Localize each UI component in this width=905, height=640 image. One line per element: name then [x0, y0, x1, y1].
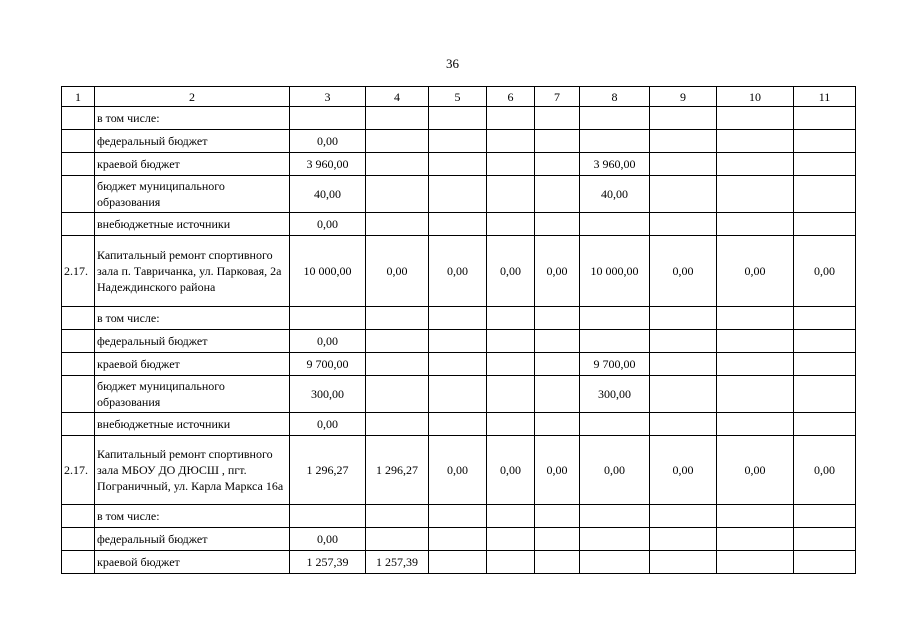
- value-cell: [650, 353, 717, 376]
- table-row: [62, 107, 856, 130]
- value-cell: [794, 528, 856, 551]
- value-cell: 0,00: [794, 236, 856, 307]
- table-row: [62, 236, 856, 307]
- budget-table: [61, 86, 856, 574]
- row-label-cell: краевой бюджет: [95, 551, 290, 574]
- value-cell: [290, 107, 366, 130]
- value-cell: 40,00: [580, 176, 650, 213]
- row-number-cell: [62, 330, 95, 353]
- table-row: [62, 353, 856, 376]
- value-cell: 3 960,00: [290, 153, 366, 176]
- value-cell: [650, 107, 717, 130]
- col-header: 9: [650, 87, 717, 107]
- value-cell: [650, 551, 717, 574]
- table-row: [62, 528, 856, 551]
- value-cell: [429, 505, 487, 528]
- value-cell: [535, 330, 580, 353]
- value-cell: [429, 330, 487, 353]
- value-cell: [650, 307, 717, 330]
- row-label-cell: Капитальный ремонт спортивного зала п. Тавричанка, ул. Парковая, 2а Надеждинского района: [95, 236, 290, 307]
- table-row: [62, 130, 856, 153]
- value-cell: [717, 130, 794, 153]
- value-cell: 9 700,00: [290, 353, 366, 376]
- value-cell: [794, 130, 856, 153]
- row-number-cell: [62, 213, 95, 236]
- value-cell: 0,00: [290, 528, 366, 551]
- row-label-cell: федеральный бюджет: [95, 330, 290, 353]
- value-cell: [580, 330, 650, 353]
- value-cell: [580, 307, 650, 330]
- value-cell: [429, 528, 487, 551]
- value-cell: [535, 107, 580, 130]
- col-header: 5: [429, 87, 487, 107]
- value-cell: [366, 505, 429, 528]
- value-cell: [487, 528, 535, 551]
- value-cell: [429, 130, 487, 153]
- value-cell: [535, 413, 580, 436]
- value-cell: [717, 353, 794, 376]
- table-row: [62, 330, 856, 353]
- value-cell: [366, 376, 429, 413]
- value-cell: [429, 153, 487, 176]
- row-label-cell: внебюджетные источники: [95, 413, 290, 436]
- value-cell: [717, 153, 794, 176]
- value-cell: [794, 330, 856, 353]
- value-cell: [650, 176, 717, 213]
- value-cell: 10 000,00: [580, 236, 650, 307]
- table-row: [62, 153, 856, 176]
- value-cell: [366, 176, 429, 213]
- col-header: 1: [62, 87, 95, 107]
- col-header: 3: [290, 87, 366, 107]
- value-cell: [580, 413, 650, 436]
- value-cell: [650, 153, 717, 176]
- row-number-cell: [62, 528, 95, 551]
- value-cell: [487, 176, 535, 213]
- row-number-cell: [62, 130, 95, 153]
- value-cell: 0,00: [290, 213, 366, 236]
- value-cell: [487, 353, 535, 376]
- value-cell: [535, 130, 580, 153]
- value-cell: [535, 528, 580, 551]
- value-cell: [487, 307, 535, 330]
- value-cell: [794, 413, 856, 436]
- value-cell: [487, 330, 535, 353]
- value-cell: [717, 107, 794, 130]
- value-cell: [535, 353, 580, 376]
- col-header: 11: [794, 87, 856, 107]
- value-cell: [487, 153, 535, 176]
- value-cell: [650, 505, 717, 528]
- value-cell: 10 000,00: [290, 236, 366, 307]
- value-cell: 9 700,00: [580, 353, 650, 376]
- col-header: 10: [717, 87, 794, 107]
- row-number-cell: [62, 505, 95, 528]
- row-label-cell: федеральный бюджет: [95, 130, 290, 153]
- table-row: [62, 307, 856, 330]
- row-label-cell: бюджет муниципального образования: [95, 376, 290, 413]
- row-number-cell: 2.17.: [62, 236, 95, 307]
- value-cell: [487, 130, 535, 153]
- value-cell: 0,00: [794, 436, 856, 505]
- table-row: [62, 213, 856, 236]
- table-row: [62, 436, 856, 505]
- value-cell: [429, 176, 487, 213]
- value-cell: [794, 213, 856, 236]
- value-cell: [366, 107, 429, 130]
- value-cell: [650, 413, 717, 436]
- col-header: 4: [366, 87, 429, 107]
- value-cell: [429, 551, 487, 574]
- col-header: 7: [535, 87, 580, 107]
- row-number-cell: [62, 307, 95, 330]
- value-cell: [366, 353, 429, 376]
- value-cell: [794, 307, 856, 330]
- row-label-cell: краевой бюджет: [95, 153, 290, 176]
- value-cell: [487, 551, 535, 574]
- value-cell: [717, 213, 794, 236]
- value-cell: [794, 176, 856, 213]
- value-cell: [366, 413, 429, 436]
- value-cell: 40,00: [290, 176, 366, 213]
- value-cell: [429, 213, 487, 236]
- row-label-cell: федеральный бюджет: [95, 528, 290, 551]
- value-cell: [535, 551, 580, 574]
- value-cell: 300,00: [290, 376, 366, 413]
- value-cell: [794, 153, 856, 176]
- value-cell: 1 296,27: [366, 436, 429, 505]
- table-row: [62, 551, 856, 574]
- row-number-cell: [62, 176, 95, 213]
- value-cell: [429, 307, 487, 330]
- value-cell: [429, 413, 487, 436]
- value-cell: [366, 528, 429, 551]
- table-row: [62, 505, 856, 528]
- value-cell: [487, 413, 535, 436]
- value-cell: [366, 307, 429, 330]
- row-number-cell: [62, 376, 95, 413]
- value-cell: 0,00: [535, 436, 580, 505]
- value-cell: [487, 505, 535, 528]
- value-cell: [366, 330, 429, 353]
- value-cell: [717, 413, 794, 436]
- value-cell: [717, 330, 794, 353]
- value-cell: [535, 307, 580, 330]
- row-label-cell: бюджет муниципального образования: [95, 176, 290, 213]
- value-cell: 1 257,39: [290, 551, 366, 574]
- value-cell: [717, 176, 794, 213]
- value-cell: 0,00: [535, 236, 580, 307]
- header-row: [62, 87, 856, 107]
- col-header: 8: [580, 87, 650, 107]
- value-cell: 1 296,27: [290, 436, 366, 505]
- row-label-cell: в том числе:: [95, 107, 290, 130]
- value-cell: 0,00: [487, 236, 535, 307]
- value-cell: [366, 153, 429, 176]
- value-cell: [794, 376, 856, 413]
- value-cell: [580, 107, 650, 130]
- value-cell: [429, 353, 487, 376]
- row-number-cell: [62, 353, 95, 376]
- value-cell: 0,00: [717, 436, 794, 505]
- value-cell: [794, 353, 856, 376]
- row-number-cell: 2.17.: [62, 436, 95, 505]
- table-row: [62, 413, 856, 436]
- row-number-cell: [62, 413, 95, 436]
- value-cell: 0,00: [650, 436, 717, 505]
- row-number-cell: [62, 551, 95, 574]
- value-cell: 1 257,39: [366, 551, 429, 574]
- value-cell: 0,00: [290, 413, 366, 436]
- row-label-cell: в том числе:: [95, 505, 290, 528]
- value-cell: 0,00: [717, 236, 794, 307]
- row-label-cell: краевой бюджет: [95, 353, 290, 376]
- value-cell: [717, 376, 794, 413]
- value-cell: [429, 376, 487, 413]
- value-cell: [580, 130, 650, 153]
- value-cell: 0,00: [487, 436, 535, 505]
- value-cell: [794, 551, 856, 574]
- value-cell: [650, 330, 717, 353]
- value-cell: [366, 213, 429, 236]
- value-cell: 300,00: [580, 376, 650, 413]
- value-cell: [290, 307, 366, 330]
- value-cell: 0,00: [429, 236, 487, 307]
- row-label-cell: в том числе:: [95, 307, 290, 330]
- table-row: [62, 176, 856, 213]
- value-cell: [580, 551, 650, 574]
- table-row: [62, 376, 856, 413]
- value-cell: [487, 376, 535, 413]
- value-cell: [650, 376, 717, 413]
- value-cell: [535, 153, 580, 176]
- col-header: 2: [95, 87, 290, 107]
- row-number-cell: [62, 153, 95, 176]
- value-cell: 0,00: [290, 130, 366, 153]
- value-cell: 0,00: [366, 236, 429, 307]
- value-cell: [580, 505, 650, 528]
- value-cell: [650, 528, 717, 551]
- value-cell: [717, 551, 794, 574]
- value-cell: [487, 107, 535, 130]
- col-header: 6: [487, 87, 535, 107]
- value-cell: [535, 176, 580, 213]
- value-cell: 0,00: [650, 236, 717, 307]
- page-number: 36: [446, 56, 459, 71]
- row-label-cell: Капитальный ремонт спортивного зала МБОУ ДО ДЮСШ , пгт. Пограничный, ул. Карла Маркса 16а: [95, 436, 290, 505]
- value-cell: [535, 213, 580, 236]
- value-cell: [580, 213, 650, 236]
- value-cell: [429, 107, 487, 130]
- value-cell: [650, 130, 717, 153]
- value-cell: [717, 505, 794, 528]
- value-cell: [487, 213, 535, 236]
- row-number-cell: [62, 107, 95, 130]
- value-cell: [717, 307, 794, 330]
- value-cell: 0,00: [580, 436, 650, 505]
- value-cell: [366, 130, 429, 153]
- value-cell: 0,00: [290, 330, 366, 353]
- value-cell: [650, 213, 717, 236]
- value-cell: [580, 528, 650, 551]
- row-label-cell: внебюджетные источники: [95, 213, 290, 236]
- value-cell: 3 960,00: [580, 153, 650, 176]
- value-cell: 0,00: [429, 436, 487, 505]
- value-cell: [794, 107, 856, 130]
- value-cell: [535, 505, 580, 528]
- value-cell: [535, 376, 580, 413]
- value-cell: [794, 505, 856, 528]
- value-cell: [290, 505, 366, 528]
- value-cell: [717, 528, 794, 551]
